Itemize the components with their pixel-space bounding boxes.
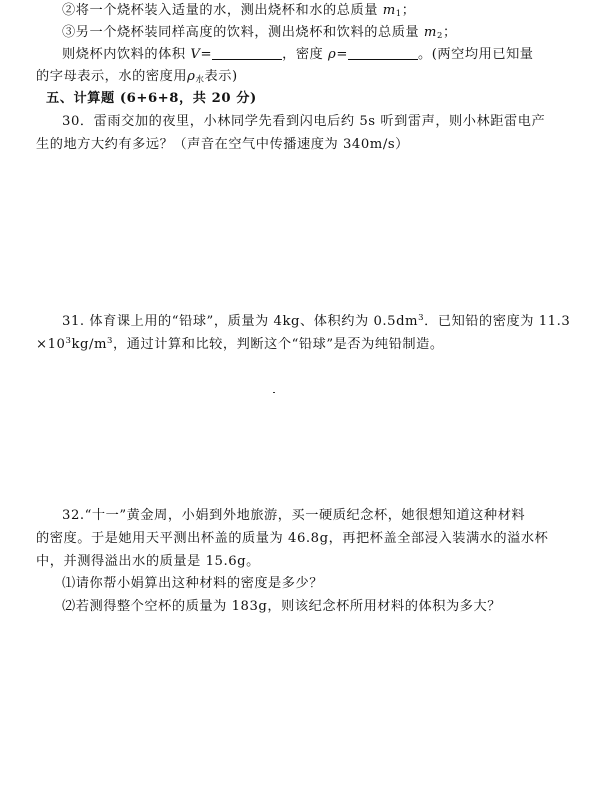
scan-speck xyxy=(273,392,275,393)
step-2-text: ②将一个烧杯装入适量的水，测出烧杯和水的总质量 xyxy=(62,3,383,18)
q32-part-2: ⑵若测得整个空杯的质量为 183g，则该纪念杯所用材料的体积为多大？ xyxy=(62,599,501,614)
q31-times-ten: ×10 xyxy=(36,337,66,352)
density-prompt: ，密度 xyxy=(282,47,329,62)
note-text: 的字母表示，水的密度用 xyxy=(36,69,188,84)
step-2-end: ； xyxy=(401,3,416,18)
rho-water-symbol: ρ xyxy=(187,69,196,84)
volume-prompt: 则烧杯内饮料的体积 xyxy=(62,47,191,62)
step-3-text: ③另一个烧杯装同样高度的饮料，测出烧杯和饮料的总质量 xyxy=(62,25,424,40)
density-symbol: ρ= xyxy=(328,47,348,62)
answer-line xyxy=(62,46,593,64)
answer-note: 。(两空均用已知量 xyxy=(417,47,534,62)
q30-line-1: 30．雷雨交加的夜里，小林同学先看到闪电后约 5s 听到雷声，则小林距雷电产 xyxy=(62,114,546,129)
unit-kg-m: kg/m xyxy=(71,337,108,352)
step-3-end: ； xyxy=(442,25,457,40)
q30-line-2: 生的地方大约有多远？（声音在空气中传播速度为 340m/s） xyxy=(36,137,409,152)
step-3-line xyxy=(62,24,593,45)
m1-subscript: 1 xyxy=(395,9,402,19)
step-2-line xyxy=(62,2,593,23)
q32-line-2: 的密度。于是她用天平测出杯盖的质量为 46.8g，再把杯盖全部浸入装满水的溢水杯 xyxy=(36,531,549,546)
q32-line-3: 中，并测得溢出水的质量是 15.6g。 xyxy=(36,554,260,569)
m2-variable: m xyxy=(423,25,437,40)
q31-text-c: ，通过计算和比较，判断这个“铅球”是否为纯铅制造。 xyxy=(113,337,444,352)
section-heading: 五、计算题 (6+6+8，共 20 分) xyxy=(46,91,257,106)
rho-water-subscript: 水 xyxy=(195,75,205,85)
volume-symbol: V= xyxy=(190,47,213,62)
q31-text-b: ．已知铅的密度为 11.3 xyxy=(424,314,571,329)
density-answer-blank[interactable] xyxy=(348,47,418,60)
q32-line-1: 32.“十一”黄金周，小娟到外地旅游，买一硬质纪念杯，她很想知道这种材料 xyxy=(62,508,526,523)
note-end: 表示) xyxy=(204,69,238,84)
m-cube-superscript: 3 xyxy=(107,336,114,346)
q31-text-a: 31. 体育课上用的“铅球”，质量为 4kg、体积约为 0.5dm xyxy=(62,314,419,329)
m1-variable: m xyxy=(382,3,396,18)
dm-cube-superscript: 3 xyxy=(418,313,425,323)
answer-note-line xyxy=(36,68,593,89)
q32-part-1: ⑴请你帮小娟算出这种材料的密度是多少？ xyxy=(62,576,324,591)
volume-answer-blank[interactable] xyxy=(212,47,282,60)
q31-line-2 xyxy=(36,332,593,354)
m2-subscript: 2 xyxy=(436,31,443,41)
q31-line-1 xyxy=(62,309,593,331)
power-superscript: 3 xyxy=(65,336,72,346)
